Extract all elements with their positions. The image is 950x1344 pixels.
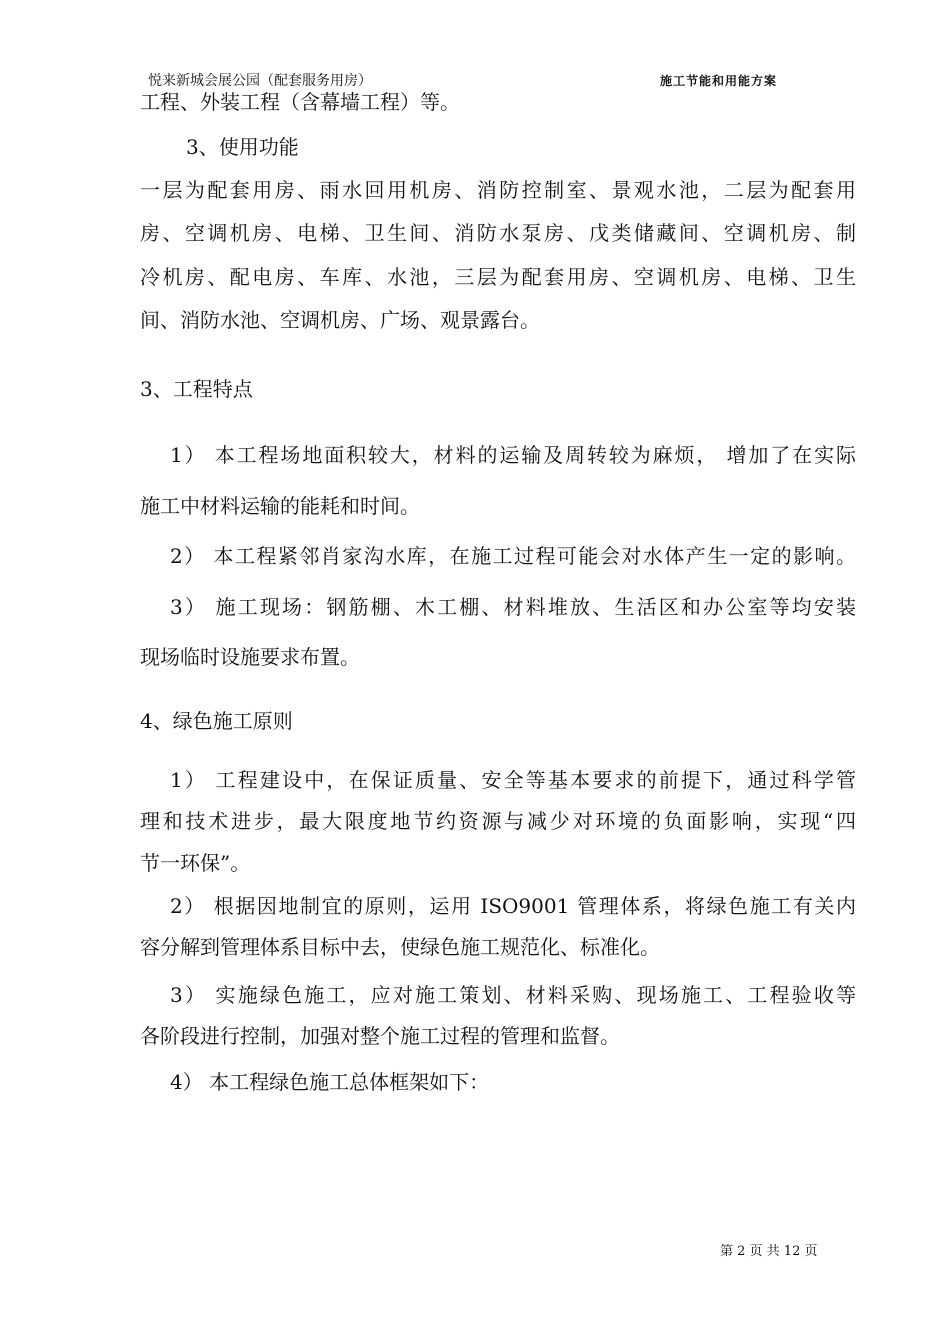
list-item: 1） 本工程场地面积较大，材料的运输及周转较为麻烦， 增加了在实际: [170, 443, 856, 467]
body-line: 节一环保”。: [140, 851, 251, 875]
page-number: 第 2 页 共 12 页: [720, 1244, 818, 1259]
body-line: 施工中材料运输的能耗和时间。: [140, 494, 420, 518]
body-line: 冷机房、配电房、车库、水池，三层为配套用房、空调机房、电梯、卫生: [140, 265, 856, 289]
list-item: 4） 本工程绿色施工总体框架如下：: [170, 1070, 490, 1094]
body-line: 房、空调机房、电梯、卫生间、消防水泵房、戊类储藏间、空调机房、制: [140, 221, 856, 245]
list-item: 3） 施工现场：钢筋棚、木工棚、材料堆放、生活区和办公室等均安装: [170, 595, 856, 619]
body-line: 工程、外装工程（含幕墙工程）等。: [140, 90, 460, 114]
body-line: 容分解到管理体系目标中去，使绿色施工规范化、标准化。: [140, 935, 660, 959]
section-heading: 3、使用功能: [186, 135, 299, 159]
section-heading: 4、绿色施工原则: [140, 709, 293, 733]
body-line: 各阶段进行控制，加强对整个施工过程的管理和监督。: [140, 1024, 620, 1048]
header-document-title: 施工节能和用能方案: [660, 74, 778, 88]
body-line: 间、消防水池、空调机房、广场、观景露台。: [140, 308, 540, 332]
body-line: 一层为配套用房、雨水回用机房、消防控制室、景观水池，二层为配套用: [140, 178, 856, 202]
section-heading: 3、工程特点: [140, 377, 253, 401]
list-item: 2） 本工程紧邻肖家沟水库，在施工过程可能会对水体产生一定的影响。: [170, 544, 856, 568]
list-item: 2） 根据因地制宜的原则，运用 ISO9001 管理体系，将绿色施工有关内: [170, 894, 856, 918]
list-item: 1） 工程建设中，在保证质量、安全等基本要求的前提下，通过科学管: [170, 768, 856, 792]
body-line: 现场临时设施要求布置。: [140, 645, 360, 669]
body-line: 理和技术进步，最大限度地节约资源与减少对环境的负面影响，实现“四: [140, 809, 856, 833]
list-item: 3） 实施绿色施工，应对施工策划、材料采购、现场施工、工程验收等: [170, 983, 856, 1007]
header-project-name: 悦来新城会展公园（配套服务用房）: [148, 73, 372, 89]
